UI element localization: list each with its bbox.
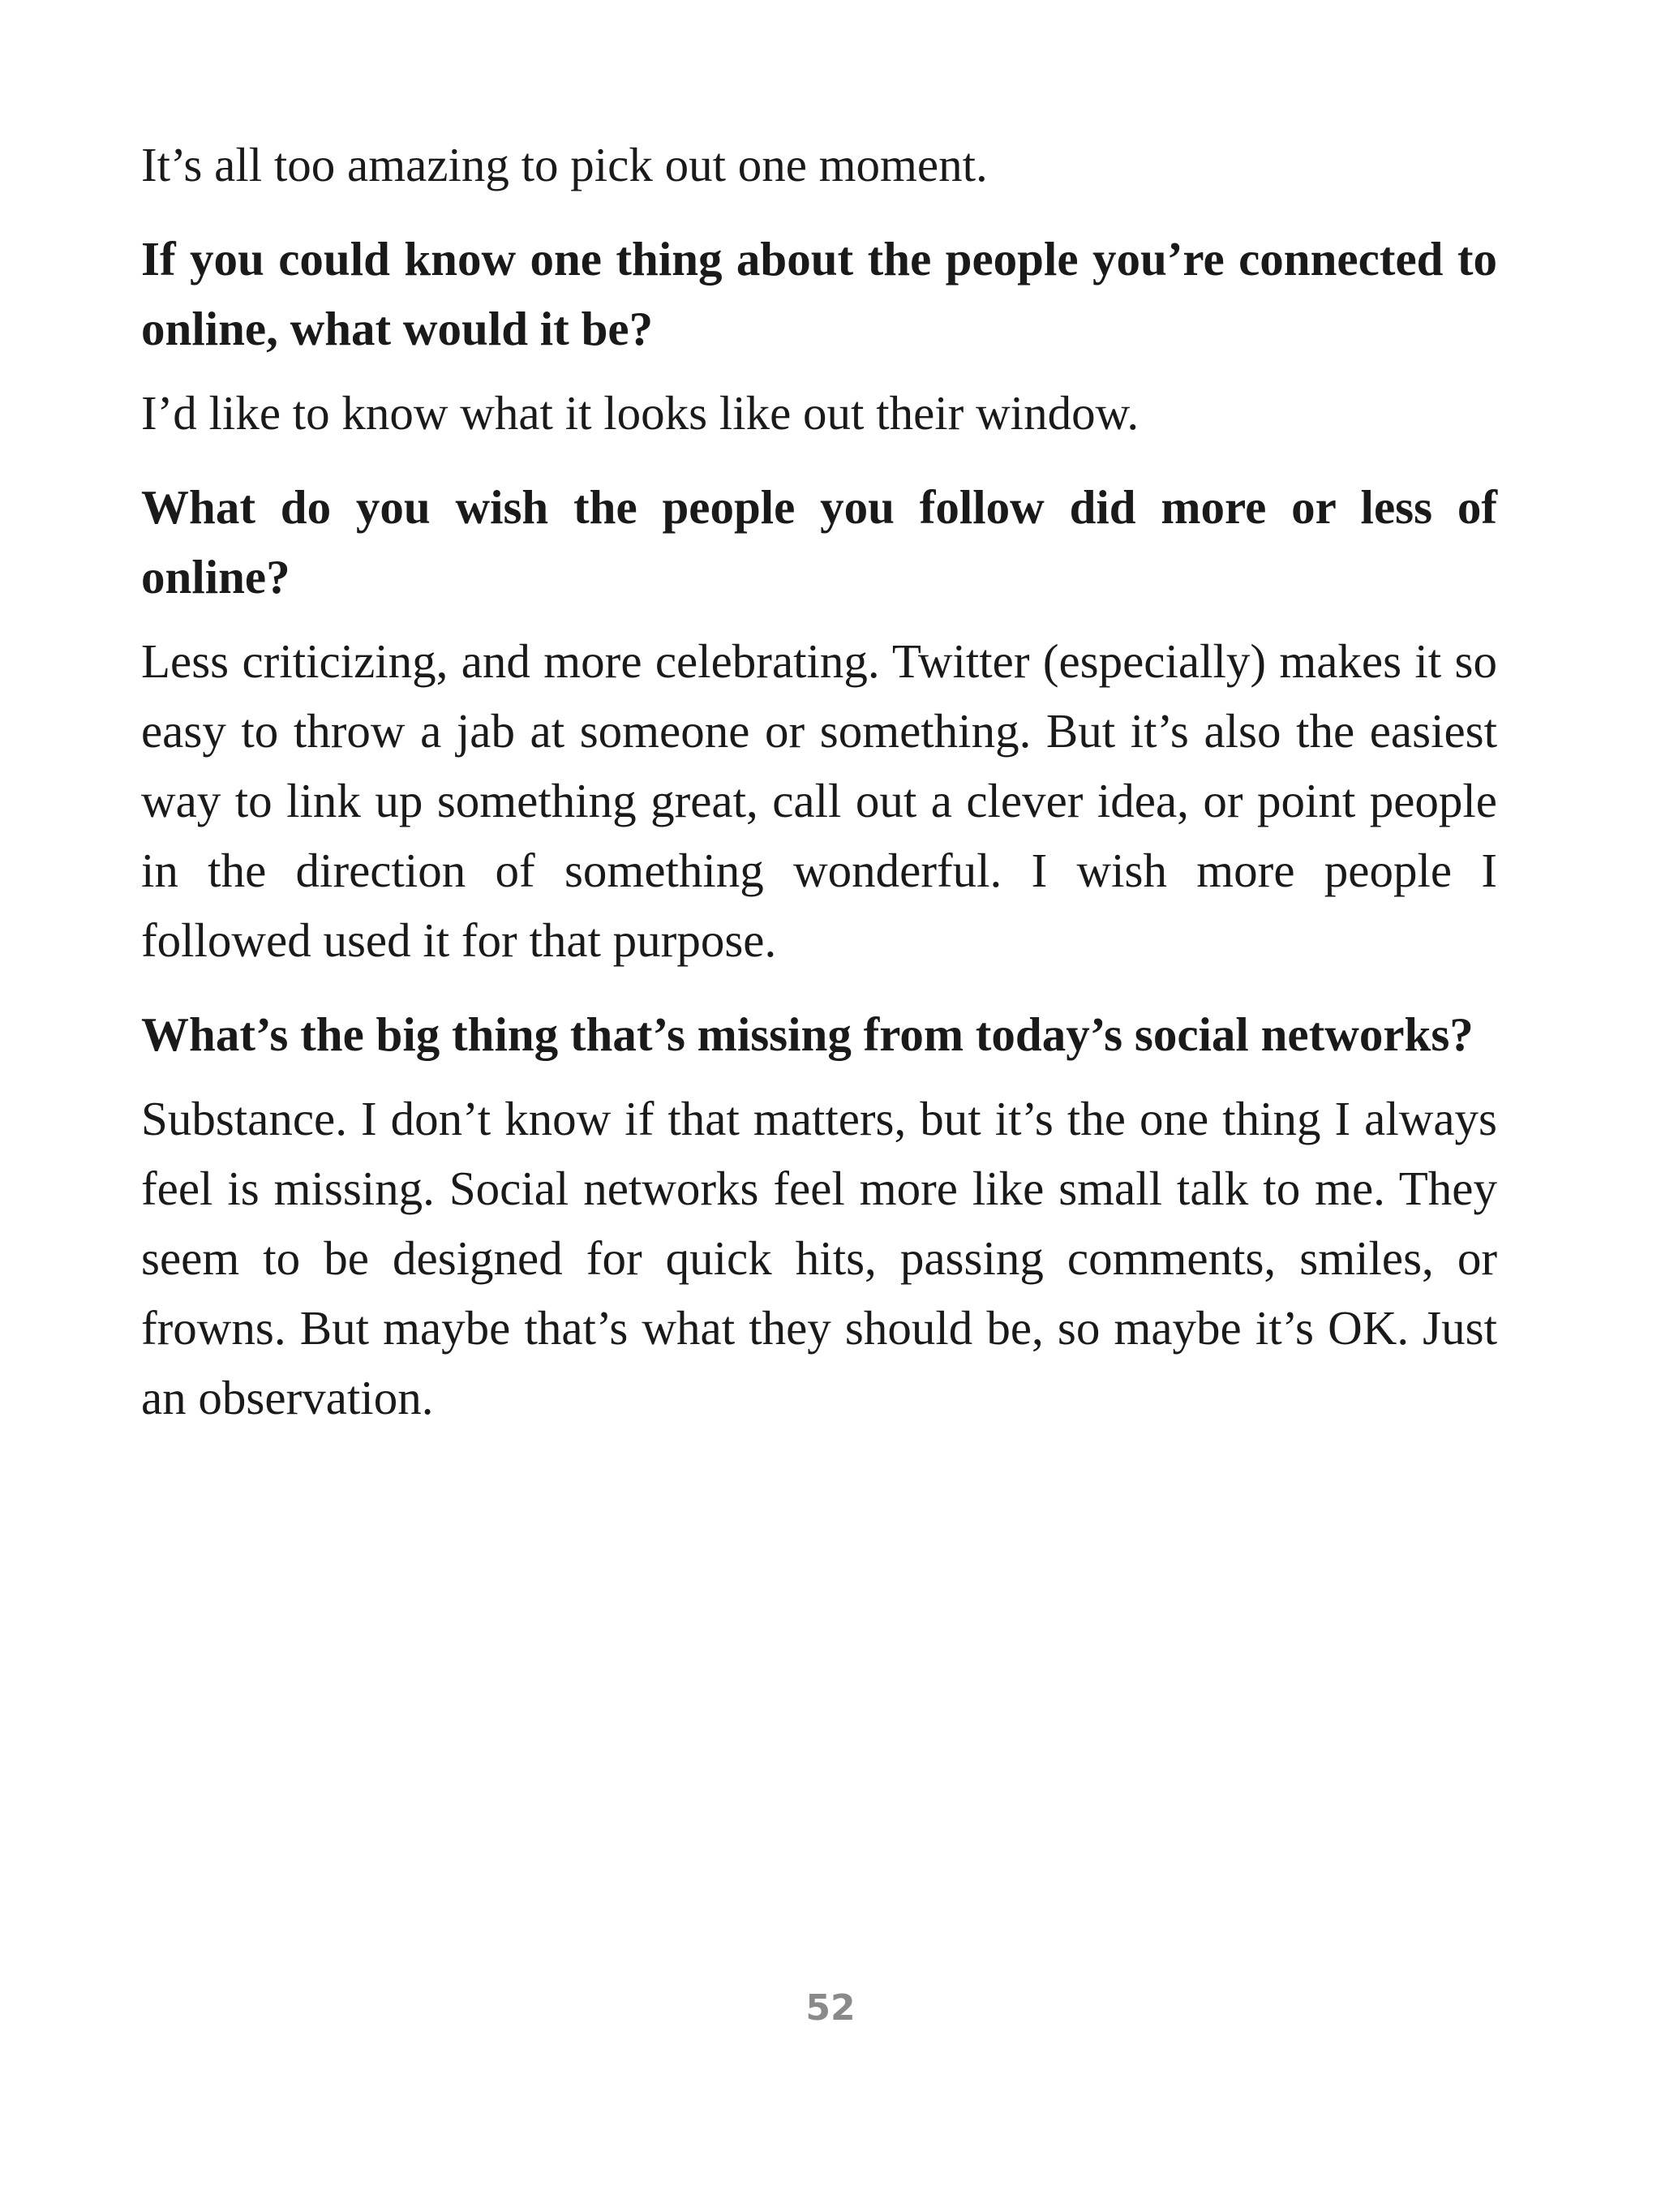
question-heading: What do you wish the people you follow did more or less of online? — [141, 480, 1497, 603]
answer-paragraph: I’d like to know what it looks like out their window. — [141, 386, 1140, 440]
page-body — [141, 130, 1497, 1432]
answer-paragraph: Less criticizing, and more celebrating. Twitter (especially) makes it so easy to throw a jab at someone or something. But it’s also the easiest way to link up something great, call out a clever idea, or point people in the direction of something wonderful. I wish more people I followed used it for that purpose. — [141, 634, 1497, 967]
answer-paragraph: It’s all too amazing to pick out one moment. — [141, 138, 988, 191]
question-heading: What’s the big thing that’s missing from today’s social networks? — [141, 1007, 1474, 1061]
page-number: 52 — [805, 1987, 856, 2029]
answer-paragraph: Substance. I don’t know if that matters, but it’s the one thing I always feel is missing. Social networks feel more like small talk to me. They seem to be designed for quick hits, passing comments, smiles, or frowns. But maybe that’s what they should be, so maybe it’s OK. Just an observation. — [141, 1092, 1497, 1424]
question-heading: If you could know one thing about the people you’re connected to online, what would it be? — [141, 232, 1497, 355]
